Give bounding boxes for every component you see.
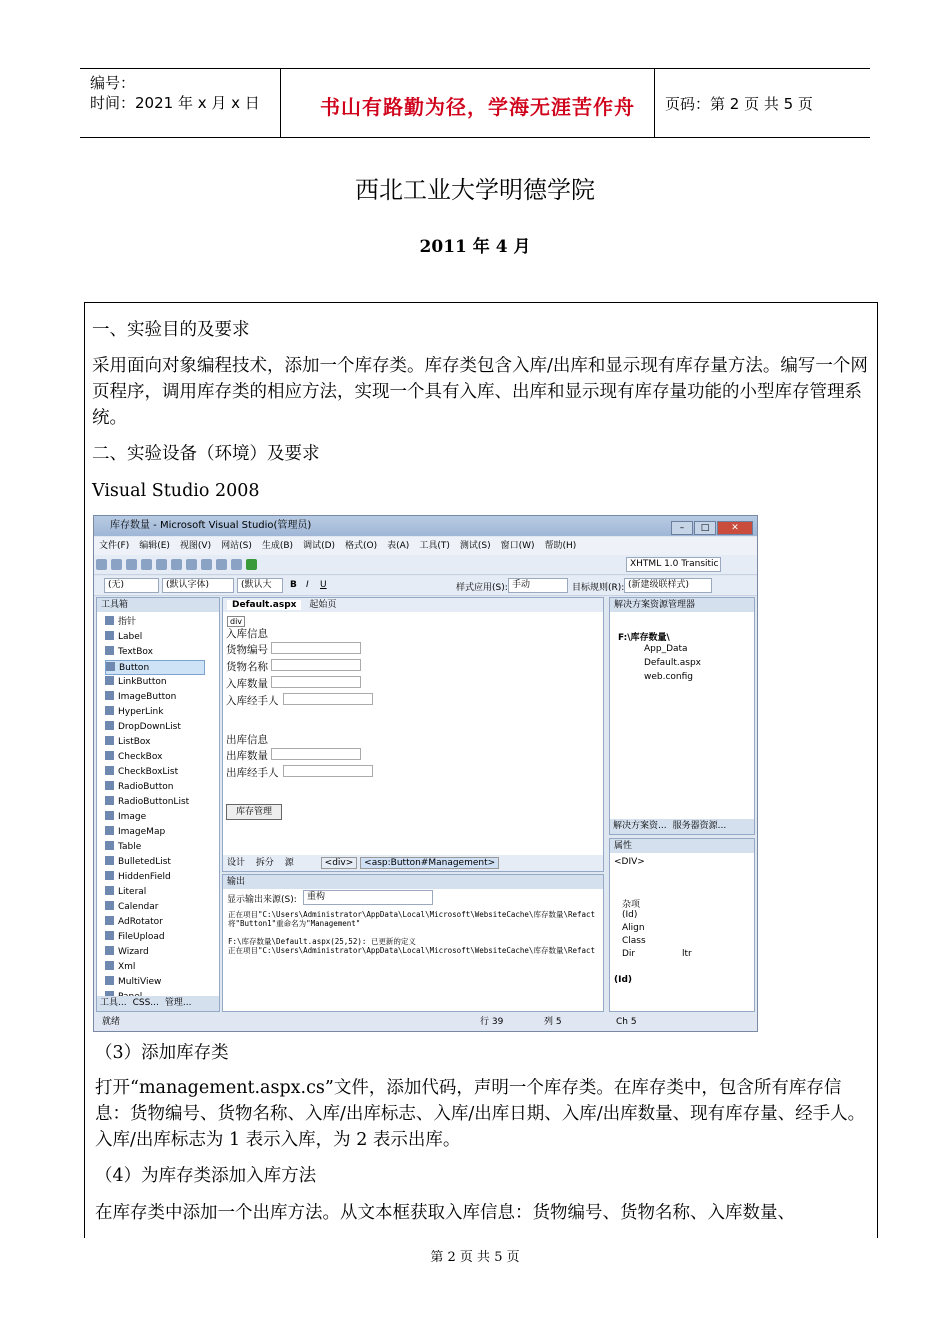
control-icon xyxy=(105,976,114,985)
toolbox-item-label: LinkButton xyxy=(118,677,167,687)
standard-toolbar xyxy=(94,555,757,575)
toolbox-item[interactable] xyxy=(105,930,165,945)
toolbox-item-label: HyperLink xyxy=(118,707,164,717)
toolbox-item[interactable] xyxy=(105,720,181,735)
toolbox-item-label: RadioButton xyxy=(118,782,174,792)
out-handler-textbox[interactable] xyxy=(283,765,373,777)
manage-tab[interactable]: 管理... xyxy=(164,998,192,1008)
control-icon xyxy=(105,676,114,685)
output-source-combo[interactable]: 重构 xyxy=(303,890,433,905)
toolbox-item[interactable] xyxy=(105,915,163,930)
toolbox-item-label: MultiView xyxy=(118,977,162,987)
control-icon xyxy=(106,662,115,671)
toolbox-item-label: FileUpload xyxy=(118,932,165,942)
label-out-qty: 出库数量 xyxy=(226,750,268,762)
toolbox-item[interactable] xyxy=(105,975,161,990)
toolbox-item[interactable] xyxy=(105,900,158,915)
header-divider xyxy=(280,69,281,137)
toolbox-item-label: Button xyxy=(119,663,150,673)
toolbox-item[interactable] xyxy=(105,675,167,690)
toolbox-item[interactable] xyxy=(105,855,171,870)
properties-category: 杂项 xyxy=(622,900,641,910)
css-tab[interactable]: CSS... xyxy=(132,998,159,1008)
menu-help[interactable]: 帮助(H) xyxy=(544,541,577,551)
solution-item[interactable]: App_Data xyxy=(644,644,688,654)
italic-icon[interactable]: I xyxy=(306,580,309,590)
properties-header: 属性 xyxy=(610,839,754,853)
properties-object[interactable]: <DIV> xyxy=(614,857,645,867)
control-icon xyxy=(105,631,114,640)
undo-icon[interactable] xyxy=(216,559,227,570)
section1-body: 采用面向对象编程技术，添加一个库存类。库存类包含入库/出库和显示现有库存量方法。编写一个网页程序，调用库存类的相应方法，实现一个具有入库、出库和显示现有库存量功能的小型库存管理系统。 xyxy=(92,356,868,428)
new-project-icon[interactable] xyxy=(96,559,107,570)
format-toolbar xyxy=(94,576,757,596)
menu-format[interactable]: 格式(O) xyxy=(345,541,378,551)
block-combo[interactable]: (无) xyxy=(104,578,159,593)
toolbox-item-label: HiddenField xyxy=(118,872,171,882)
server-tab[interactable]: 服务器资源... xyxy=(672,821,727,831)
out-qty-textbox[interactable] xyxy=(271,748,361,760)
header-left xyxy=(90,73,260,113)
control-icon xyxy=(105,931,114,940)
page-footer: 第 2 页 共 5 页 xyxy=(430,1250,520,1265)
style-apply-label: 样式应用(S): xyxy=(456,583,508,593)
control-icon xyxy=(105,841,114,850)
control-icon xyxy=(105,871,114,880)
page-info: 页码：第 2 页 共 5 页 xyxy=(665,95,813,113)
menu-test[interactable]: 测试(S) xyxy=(459,541,491,551)
toolbox-item-label: DropDownList xyxy=(118,722,181,732)
section2-body: Visual Studio 2008 xyxy=(92,481,260,501)
add-item-icon[interactable] xyxy=(111,559,122,570)
solution-item[interactable]: web.config xyxy=(644,672,694,682)
toolbox-item-label: BulletedList xyxy=(118,857,171,867)
copy-icon[interactable] xyxy=(186,559,197,570)
toolbox-item[interactable] xyxy=(105,645,153,660)
toolbox-item-label: AdRotator xyxy=(118,917,163,927)
toolbox-item[interactable] xyxy=(105,795,189,810)
toolbox-item-label: CheckBox xyxy=(118,752,163,762)
output-line: 将"Button1"重命名为"Management" xyxy=(228,919,361,928)
school-title: 西北工业大学明德学院 xyxy=(355,176,595,204)
in-handler-textbox[interactable] xyxy=(283,693,373,705)
prop-align[interactable]: Align xyxy=(622,923,645,933)
output-source-label: 显示输出来源(S): xyxy=(227,895,297,905)
menu-edit[interactable]: 编辑(E) xyxy=(139,541,170,551)
toolbox-item-label: TextBox xyxy=(118,647,153,657)
status-ch: Ch 5 xyxy=(616,1017,637,1027)
goods-name-textbox[interactable] xyxy=(271,659,361,671)
breadcrumb-div[interactable]: <div> xyxy=(321,857,358,869)
control-icon xyxy=(105,751,114,760)
menu-window[interactable]: 窗口(W) xyxy=(500,541,535,551)
menu-website[interactable]: 网站(S) xyxy=(221,541,252,551)
number-label: 编号： xyxy=(90,74,136,92)
vs-menubar xyxy=(94,537,757,555)
motto: 书山有路勤为径，学海无涯苦作舟 xyxy=(320,95,635,119)
view-source-tab[interactable]: 源 xyxy=(284,858,294,868)
control-icon xyxy=(105,901,114,910)
redo-icon[interactable] xyxy=(231,559,242,570)
toolbox-item[interactable] xyxy=(105,690,176,705)
label-out-info: 出库信息 xyxy=(226,734,268,746)
section2-title: 二、实验设备（环境）及要求 xyxy=(92,444,320,464)
toolbox-item[interactable] xyxy=(105,885,146,900)
run-icon[interactable] xyxy=(246,559,257,570)
tab-start-page[interactable]: 起始页 xyxy=(309,600,337,610)
control-icon xyxy=(105,691,114,700)
toolbox-item-label: ImageButton xyxy=(118,692,177,702)
toolbox-item-label: ListBox xyxy=(118,737,151,747)
step3-title: （3）添加库存类 xyxy=(95,1043,229,1063)
section1-title: 一、实验目的及要求 xyxy=(92,320,250,340)
toolbox-item-label: RadioButtonList xyxy=(118,797,190,807)
target-rule-combo[interactable]: (新建级联样式) xyxy=(624,578,712,593)
toolbox-item[interactable] xyxy=(105,825,165,840)
goods-no-textbox[interactable] xyxy=(271,642,361,654)
toolbox-item[interactable] xyxy=(105,945,149,960)
control-icon xyxy=(105,886,114,895)
menu-build[interactable]: 生成(B) xyxy=(261,541,294,551)
output-line: 正在项目"C:\Users\Administrator\AppData\Local\Microsoft\WebsiteCache\库存数量\Refact xyxy=(228,946,596,955)
control-icon xyxy=(105,736,114,745)
report-date: 2011 年 4 月 xyxy=(419,237,531,257)
properties-panel xyxy=(609,838,755,1012)
label-goods-name: 货物名称 xyxy=(226,661,268,673)
close-icon[interactable]: ✕ xyxy=(717,521,753,535)
breadcrumb-button[interactable]: <asp:Button#Management> xyxy=(360,857,499,869)
step3-body: 打开“management.aspx.cs”文件，添加代码，声明一个库存类。在库存类中，包含所有库存信息：货物编号、货物名称、入库/出库标志、入库/出库日期、入库/出库数量、现有库存量、经手人。入库/出库标志为 1 表示入库，为 2 表示出库。 xyxy=(95,1078,866,1150)
menu-tools[interactable]: 工具(T) xyxy=(419,541,450,551)
font-combo[interactable]: (默认字体) xyxy=(162,578,234,593)
prop-dir-value[interactable]: ltr xyxy=(682,949,692,959)
div-tag: div xyxy=(227,616,245,627)
control-icon xyxy=(105,796,114,805)
menu-view[interactable]: 视图(V) xyxy=(179,541,212,551)
toolbox-tab[interactable]: 工具... xyxy=(100,998,127,1008)
toolbox-item[interactable] xyxy=(105,660,205,675)
control-icon xyxy=(105,646,114,655)
toolbox-item[interactable] xyxy=(105,780,173,795)
toolbox-item[interactable] xyxy=(105,705,163,720)
toolbox-item[interactable] xyxy=(105,840,141,855)
view-design-tab[interactable]: 设计 xyxy=(227,858,246,868)
toolbox-item[interactable] xyxy=(105,870,171,885)
control-icon xyxy=(105,616,114,625)
open-icon[interactable] xyxy=(126,559,137,570)
header-table xyxy=(80,68,870,138)
status-col: 列 5 xyxy=(544,1017,562,1027)
control-icon xyxy=(105,826,114,835)
underline-icon[interactable]: U xyxy=(320,580,327,590)
toolbox-item[interactable] xyxy=(105,765,178,780)
label-out-handler: 出库经手人 xyxy=(226,767,279,779)
control-icon xyxy=(105,856,114,865)
style-apply-combo[interactable]: 手动 xyxy=(508,578,568,593)
toolbox-panel xyxy=(96,597,220,1012)
cut-icon[interactable] xyxy=(171,559,182,570)
vs-titlebar xyxy=(94,516,757,536)
solution-explorer xyxy=(609,597,755,835)
in-qty-textbox[interactable] xyxy=(271,676,361,688)
time-label: 时间：2021 年 x 月 x 日 xyxy=(90,94,260,112)
label-goods-no: 货物编号 xyxy=(226,644,268,656)
prop-dir[interactable]: Dir xyxy=(622,949,636,959)
doctype-combo[interactable]: XHTML 1.0 Transitic xyxy=(626,557,721,572)
view-split-tab[interactable]: 拆分 xyxy=(255,858,274,868)
save-all-icon[interactable] xyxy=(156,559,167,570)
control-icon xyxy=(105,766,114,775)
label-in-info: 入库信息 xyxy=(226,628,268,640)
toolbox-item[interactable] xyxy=(105,810,146,825)
toolbox-item-label: CheckBoxList xyxy=(118,767,179,777)
vs-screenshot xyxy=(93,515,758,1032)
toolbox-item-label: Literal xyxy=(118,887,147,897)
toolbox-item-label: Wizard xyxy=(118,947,149,957)
menu-file[interactable]: 文件(F) xyxy=(99,541,130,551)
solution-tab[interactable]: 解决方案资... xyxy=(613,821,667,831)
solution-item[interactable]: Default.aspx xyxy=(644,658,701,668)
editor-panel xyxy=(222,597,604,872)
solution-header: 解决方案资源管理器 xyxy=(610,598,754,612)
tab-default-aspx[interactable]: Default.aspx xyxy=(227,600,301,610)
control-icon xyxy=(105,961,114,970)
minimize-icon[interactable]: – xyxy=(671,521,693,535)
toolbox-item-label: Label xyxy=(118,632,143,642)
save-icon[interactable] xyxy=(141,559,152,570)
management-button[interactable]: 库存管理 xyxy=(226,804,282,820)
bold-icon[interactable]: B xyxy=(290,580,297,590)
control-icon xyxy=(105,706,114,715)
vs-title: 库存数量 - Microsoft Visual Studio(管理员) xyxy=(110,520,312,531)
design-surface[interactable] xyxy=(223,626,585,826)
prop-class[interactable]: Class xyxy=(622,936,646,946)
toolbox-item[interactable] xyxy=(105,960,135,975)
status-ready: 就绪 xyxy=(102,1017,121,1027)
step4-body: 在库存类中添加一个出库方法。从文本框获取入库信息：货物编号、货物名称、入库数量、 xyxy=(95,1203,795,1223)
vs-statusbar xyxy=(94,1014,757,1031)
status-line: 行 39 xyxy=(480,1017,504,1027)
toolbox-item-label: Xml xyxy=(118,962,136,972)
step4-title: （4）为库存类添加入库方法 xyxy=(95,1166,317,1186)
control-icon xyxy=(105,946,114,955)
paste-icon[interactable] xyxy=(201,559,212,570)
toolbox-item-label: Image xyxy=(118,812,147,822)
prop-id[interactable]: (Id) xyxy=(622,910,638,920)
toolbox-item-label: ImageMap xyxy=(118,827,166,837)
toolbox-item-label: Calendar xyxy=(118,902,159,912)
label-in-qty: 入库数量 xyxy=(226,678,268,690)
control-icon xyxy=(105,916,114,925)
control-icon xyxy=(105,721,114,730)
toolbox-item[interactable] xyxy=(105,735,150,750)
toolbox-item-label: Table xyxy=(118,842,142,852)
solution-root[interactable]: F:\库存数量\ xyxy=(618,633,670,643)
output-header: 输出 xyxy=(223,875,603,889)
toolbox-item[interactable] xyxy=(105,615,136,630)
output-line: F:\库存数量\Default.aspx(25,52): 已更新的定义 xyxy=(228,937,416,946)
control-icon xyxy=(105,781,114,790)
size-combo[interactable]: (默认大 xyxy=(237,578,283,593)
menu-table[interactable]: 表(A) xyxy=(387,541,410,551)
toolbox-header: 工具箱 xyxy=(97,598,219,612)
output-line: 正在项目"C:\Users\Administrator\AppData\Local\Microsoft\WebsiteCache\库存数量\Refact xyxy=(228,910,596,919)
toolbox-item[interactable] xyxy=(105,750,162,765)
control-icon xyxy=(105,811,114,820)
properties-desc: (Id) xyxy=(614,975,633,985)
menu-debug[interactable]: 调试(D) xyxy=(303,541,336,551)
toolbox-item[interactable] xyxy=(105,630,142,645)
toolbox-item-label: 指针 xyxy=(118,617,137,627)
output-panel xyxy=(222,874,604,1012)
label-in-handler: 入库经手人 xyxy=(226,695,279,707)
maximize-icon[interactable]: □ xyxy=(694,521,716,535)
target-rule-label: 目标规则(R): xyxy=(572,583,625,593)
